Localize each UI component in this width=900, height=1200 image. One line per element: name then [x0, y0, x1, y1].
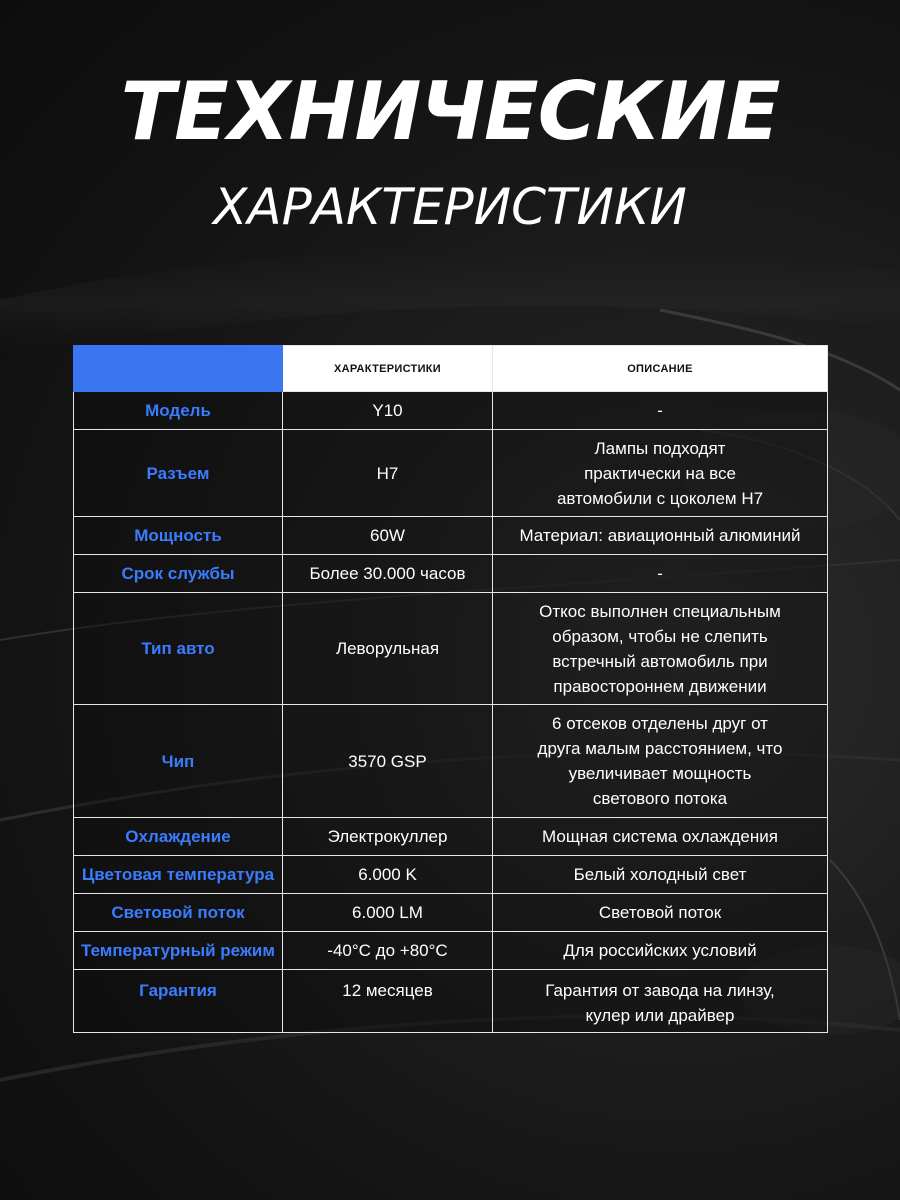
description-line: кулер или драйвер — [585, 1006, 735, 1025]
description-line: правостороннем движении — [553, 676, 767, 696]
description-line: автомобили с цоколем H7 — [556, 488, 764, 508]
row-description: Для российских условий — [493, 932, 828, 970]
table-row — [74, 430, 828, 517]
row-description — [493, 593, 828, 705]
description-line: встречный автомобиль при — [552, 651, 768, 671]
table-row — [74, 593, 828, 705]
header-accent-cell — [74, 346, 283, 392]
row-name: Цветовая температура — [74, 856, 283, 894]
table-row — [74, 970, 828, 1033]
row-description: Белый холодный свет — [493, 856, 828, 894]
header-description: ОПИСАНИЕ — [493, 346, 828, 392]
table-row — [74, 932, 828, 970]
row-value: Электрокуллер — [283, 818, 493, 856]
row-description: Материал: авиационный алюминий — [493, 517, 828, 555]
table-row — [74, 856, 828, 894]
table-row — [74, 894, 828, 932]
table-row — [74, 517, 828, 555]
row-value: 6.000 LM — [283, 894, 493, 932]
table-row — [74, 818, 828, 856]
table-row — [74, 705, 828, 818]
row-value: 3570 GSP — [283, 705, 493, 818]
row-name: Мощность — [74, 517, 283, 555]
description-line: Откос выполнен специальным — [539, 601, 781, 621]
row-value: 12 месяцев — [283, 970, 493, 1033]
page-title: ТЕХНИЧЕСКИЕ — [120, 65, 780, 158]
description-line: светового потока — [592, 789, 728, 808]
description-line: увеличивает мощность — [568, 764, 752, 783]
table-row — [74, 555, 828, 593]
row-name: Температурный режим — [74, 932, 283, 970]
page-subtitle: ХАРАКТЕРИСТИКИ — [213, 178, 687, 236]
row-name: Тип авто — [74, 593, 283, 705]
header-characteristics: ХАРАКТЕРИСТИКИ — [283, 346, 493, 392]
row-value: Y10 — [283, 392, 493, 430]
row-description: - — [493, 392, 828, 430]
row-name: Модель — [74, 392, 283, 430]
row-description: Мощная система охлаждения — [493, 818, 828, 856]
spec-table — [73, 345, 828, 1033]
row-value: 6.000 K — [283, 856, 493, 894]
description-line: друга малым расстоянием, что — [537, 739, 783, 758]
row-name: Срок службы — [74, 555, 283, 593]
row-name: Световой поток — [74, 894, 283, 932]
row-description — [493, 970, 828, 1033]
row-name: Гарантия — [74, 970, 283, 1033]
row-value: -40°C до +80°C — [283, 932, 493, 970]
description-line: Гарантия от завода на линзу, — [545, 981, 775, 1000]
description-line: 6 отсеков отделены друг от — [552, 714, 768, 733]
row-value: H7 — [283, 430, 493, 517]
row-description — [493, 430, 828, 517]
table-header-row — [74, 346, 828, 392]
row-description — [493, 705, 828, 818]
row-description: Световой поток — [493, 894, 828, 932]
row-value: Более 30.000 часов — [283, 555, 493, 593]
table-row — [74, 392, 828, 430]
row-name: Охлаждение — [74, 818, 283, 856]
description-line: образом, чтобы не слепить — [552, 626, 768, 646]
row-value: Леворульная — [283, 593, 493, 705]
row-description: - — [493, 555, 828, 593]
description-line: Лампы подходят — [594, 438, 726, 458]
row-name: Чип — [74, 705, 283, 818]
description-line: практически на все — [584, 463, 736, 483]
row-name: Разъем — [74, 430, 283, 517]
row-value: 60W — [283, 517, 493, 555]
